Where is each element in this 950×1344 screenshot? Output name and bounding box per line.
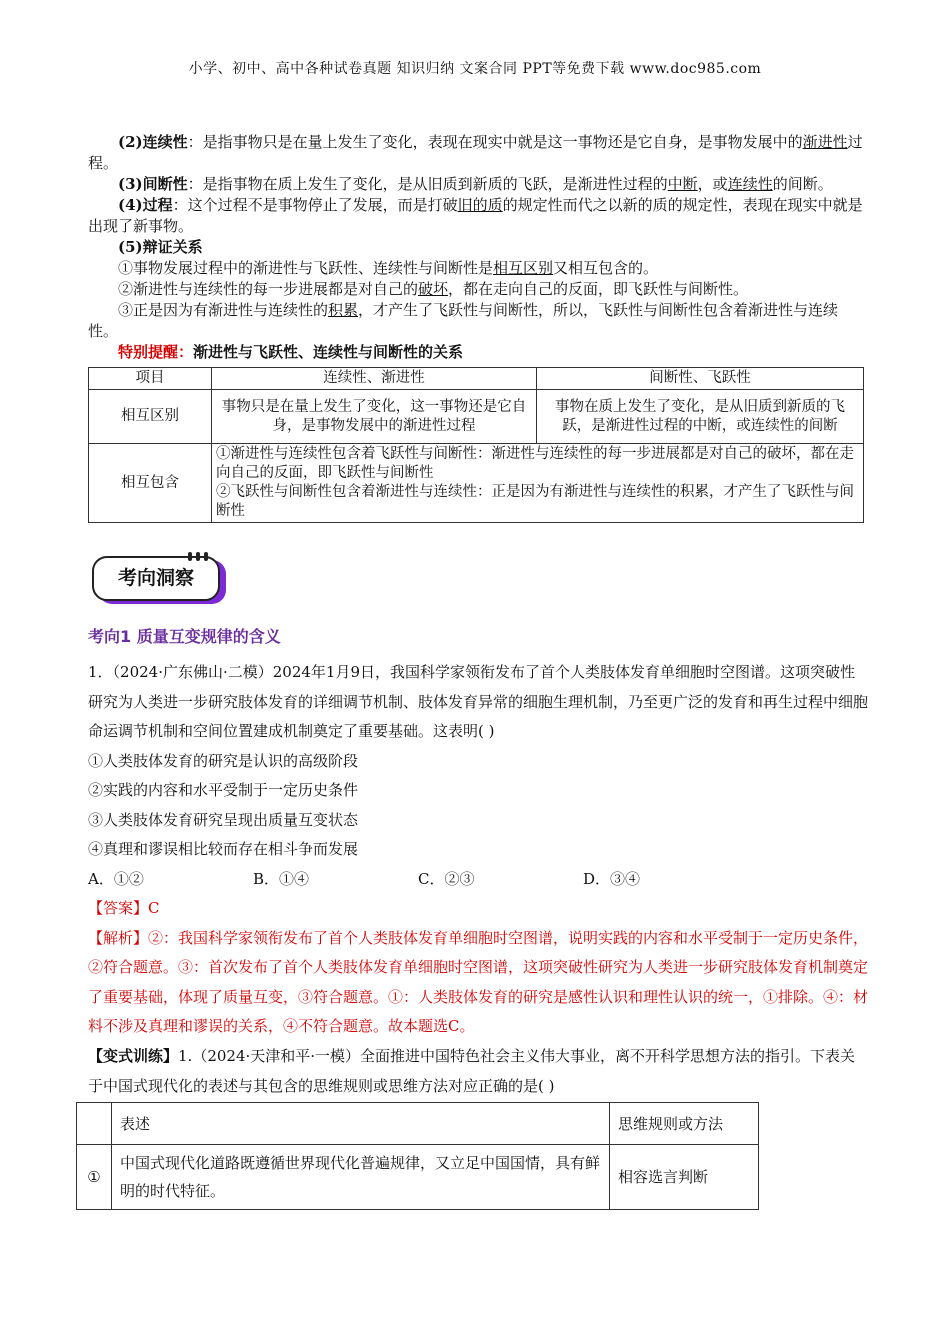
variant-label: 【变式训练】 xyxy=(88,1047,179,1065)
variant-stem: 1.（2024·天津和平·一模）全面推进中国特色社会主义伟大事业，离不开科学思想方法的指引。下表关于中国式现代化的表述与其包含的思维规则或思维方法对应正确的是( ) xyxy=(88,1047,856,1095)
section-badge xyxy=(92,552,230,606)
answer-options xyxy=(88,865,868,895)
table-header-row xyxy=(89,368,864,390)
knowledge-points xyxy=(88,132,864,363)
table-row xyxy=(89,390,864,444)
statement-item: ④真理和谬误相比较而存在相斗争而发展 xyxy=(88,840,359,858)
table-cell: ① xyxy=(77,1145,112,1210)
relation-table xyxy=(88,367,864,523)
point-dialectic: (5)辩证关系 xyxy=(118,238,203,256)
table-row xyxy=(89,444,864,523)
table-header-row xyxy=(77,1103,759,1145)
special-tip: 特别提醒：渐进性与飞跃性、连续性与间断性的关系 xyxy=(118,343,464,361)
statement-item: ②实践的内容和水平受制于一定历史条件 xyxy=(88,781,359,799)
answer: 【答案】C xyxy=(88,899,160,917)
table-header: 项目 xyxy=(89,368,212,390)
analysis: 【解析】②：我国科学家领衔发布了首个人类肢体发育单细胞时空图谱，说明实践的内容和水平受制于一定历史条件，②符合题意。③：首次发布了首个人类肢体发育单细胞时空图谱，这项突破性研究为人类进一步研究肢体发育机制奠定了重要基础，体现了质量互变，③符合题意。①：人类肢体发育的研究是感性认识和理性认识的统一，①排除。④：材料不涉及真理和谬误的关系，④不符合题意。故本题选C。 xyxy=(88,928,869,1035)
inclusion-line-2: ②飞跃性与间断性包含着渐进性与连续性：正是因为有渐进性与连续性的积累，才产生了飞跃性与间断性 xyxy=(216,484,854,519)
option-b: B．①④ xyxy=(253,869,310,888)
dialectic-item-1: ①事物发展过程中的渐进性与飞跃性、连续性与间断性是相互区别又相互包含的。 xyxy=(118,259,659,277)
table-cell: 相互区别 xyxy=(89,390,212,444)
dialectic-item-3: ③正是因为有渐进性与连续性的积累，才产生了飞跃性与间断性，所以，飞跃性与间断性包含着渐进性与连续性。 xyxy=(88,301,839,340)
table-cell: 相容选言判断 xyxy=(610,1145,759,1210)
page-header: 小学、初中、高中各种试卷真题 知识归纳 文案合同 PPT等免费下载 www.doc985.com xyxy=(188,61,762,77)
variant-table xyxy=(76,1102,759,1210)
point-continuity: (2)连续性：是指事物只是在量上发生了变化，表现在现实中就是这一事物还是它自身，是事物发展中的渐进性过程。 xyxy=(88,133,863,172)
table-header: 间断性、飞跃性 xyxy=(537,368,864,390)
statement-item: ③人类肢体发育研究呈现出质量互变状态 xyxy=(88,810,359,829)
table-header: 连续性、渐进性 xyxy=(212,368,537,390)
inclusion-line-1: ①渐进性与连续性包含着飞跃性与间断性：渐进性与连续性的每一步进展都是对自己的破坏，都在走向自己的反面，即飞跃性与间断性 xyxy=(216,446,854,481)
table-cell: 中国式现代化道路既遵循世界现代化普遍规律，又立足中国国情，具有鲜明的时代特征。 xyxy=(112,1145,610,1210)
point-discontinuity: (3)间断性：是指事物在质上发生了变化，是从旧质到新质的飞跃，是渐进性过程的中断，或连续性的间断。 xyxy=(118,175,833,193)
option-c: C．②③ xyxy=(418,869,475,888)
table-cell xyxy=(212,444,864,523)
option-a: A．①② xyxy=(88,869,144,888)
question-1 xyxy=(88,658,868,1042)
table-header: 表述 xyxy=(112,1103,610,1145)
statement-item: ①人类肢体发育的研究是认识的高级阶段 xyxy=(88,751,359,770)
table-cell: 事物只是在量上发生了变化，这一事物还是它自身，是事物发展中的渐进性过程 xyxy=(212,390,537,444)
point-process: (4)过程：这个过程不是事物停止了发展，而是打破旧的质的规定性而代之以新的质的规定性，表现在现实中就是出现了新事物。 xyxy=(88,196,863,235)
badge-label: 考向洞察 xyxy=(117,567,194,589)
table-cell: 相互包含 xyxy=(89,444,212,523)
option-d: D．③④ xyxy=(583,869,641,888)
question-stem: 1．（2024·广东佛山·二模）2024年1月9日，我国科学家领衔发布了首个人类肢体发育单细胞时空图谱。这项突破性研究为人类进一步研究肢体发育的详细调节机制、肢体发育异常的细胞生理机制，乃至更广泛的发育和再生过程中细胞命运调节机制和空间位置建成机制奠定了重要基础。这表明( ) xyxy=(88,663,869,740)
table-row xyxy=(77,1145,759,1210)
table-cell: 事物在质上发生了变化，是从旧质到新质的飞跃，是渐进性过程的中断，或连续性的间断 xyxy=(537,390,864,444)
variant-question xyxy=(88,1042,868,1101)
kaoxiang-title: 考向1 质量互变规律的含义 xyxy=(88,627,281,646)
dialectic-item-2: ②渐进性与连续性的每一步进展都是对自己的破坏，都在走向自己的反面，即飞跃性与间断性。 xyxy=(118,280,749,298)
table-header: 思维规则或方法 xyxy=(610,1103,759,1145)
table-header xyxy=(77,1103,112,1145)
